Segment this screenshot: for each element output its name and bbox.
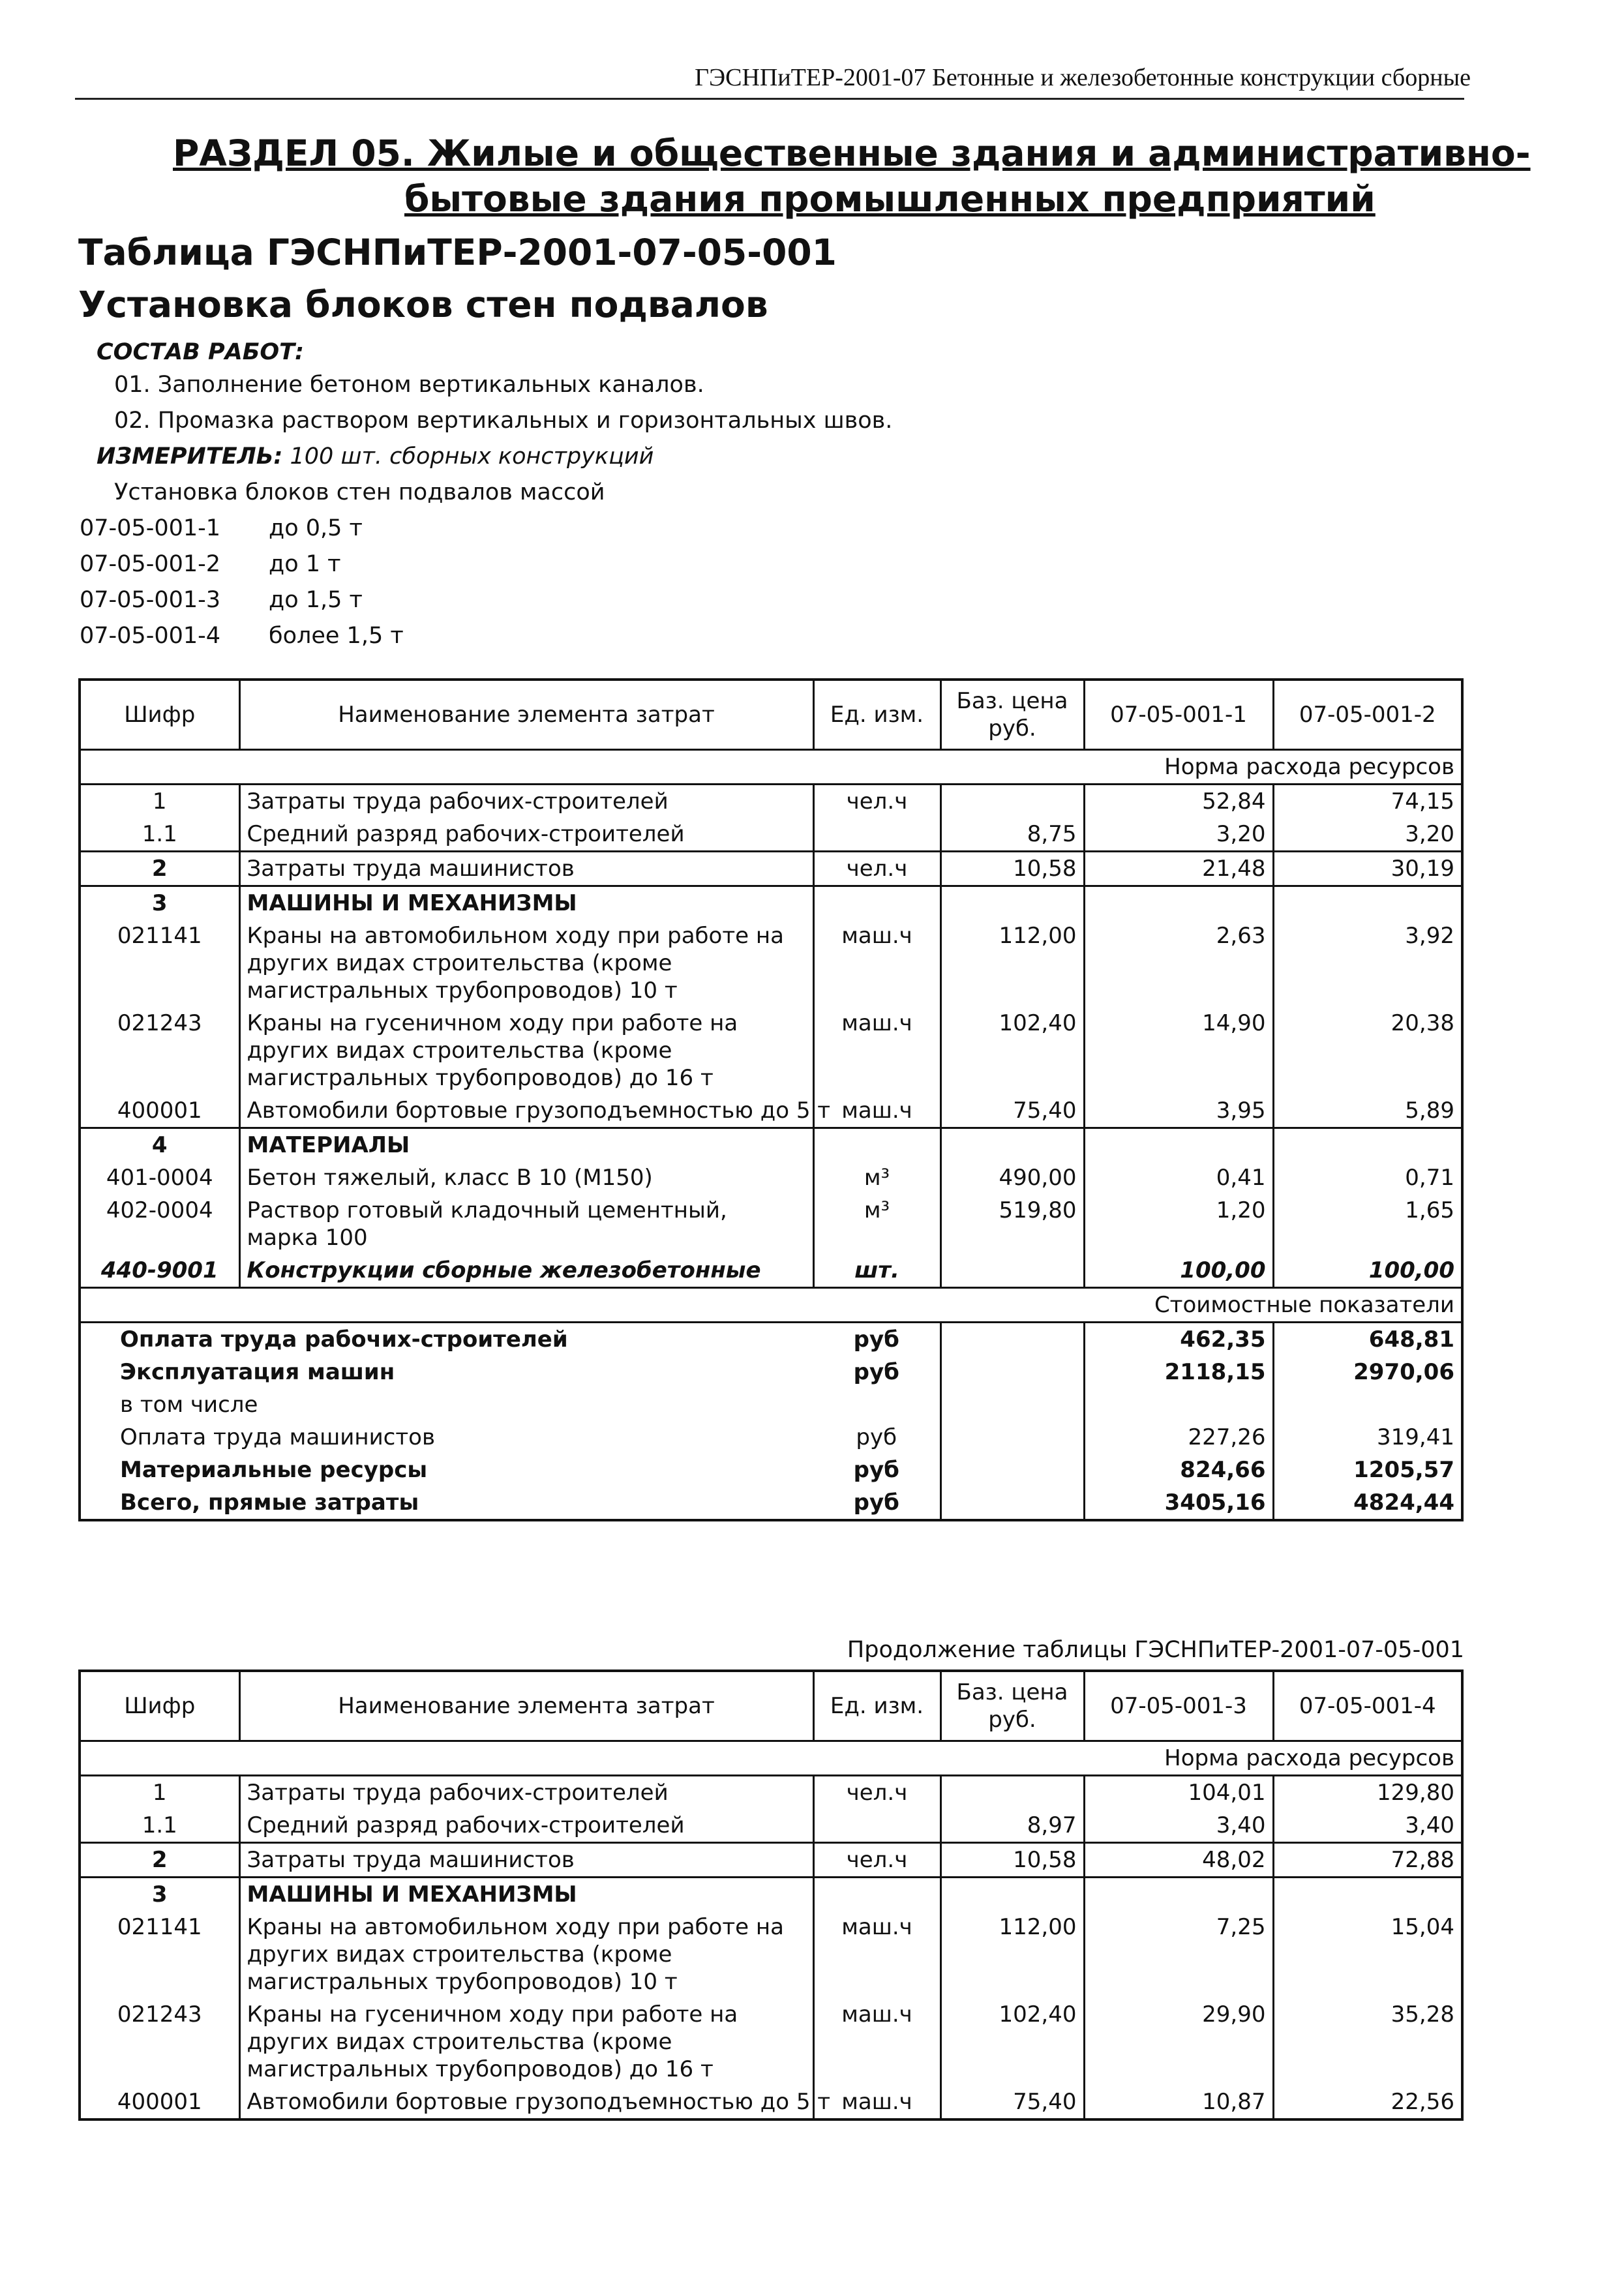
row-value-1: 100,00 [1084,1254,1273,1288]
row-code: 440-9001 [80,1254,239,1288]
row-value-1: 3,95 [1084,1094,1273,1128]
row-name: Затраты труда машинистов [239,1843,813,1878]
norm-caption-row [80,750,1462,785]
row-name: Бетон тяжелый, класс В 10 (М150) [239,1161,813,1194]
row-unit: м³ [813,1161,940,1194]
cost-value-2: 4824,44 [1273,1486,1462,1520]
row-name: Краны на гусеничном ходу при работе на других видах строительства (кроме магистральных трубопроводов) до 16 т [239,1998,813,2086]
row-unit: маш.ч [813,1007,940,1094]
cost-name: Всего, прямые затраты [120,1490,419,1516]
meter-value: 100 шт. сборных конструкций [290,443,654,470]
cost-caption: Стоимостные показатели [80,1288,1462,1323]
work-composition-label: СОСТАВ РАБОТ: [97,339,304,365]
row-price [940,785,1084,818]
row-unit: чел.ч [813,1843,940,1878]
row-code: 2 [80,1843,239,1878]
table-row [80,1843,1462,1878]
row-value-2: 0,71 [1273,1161,1462,1194]
row-value-1: 29,90 [1084,1998,1273,2086]
row-value-2: 3,92 [1273,920,1462,1007]
col-header-name: Наименование элемента затрат [239,1671,813,1741]
work-item: 02. Промазка раствором вертикальных и горизонтальных швов. [114,408,893,434]
col-header-unit: Ед. изм. [813,1671,940,1741]
row-code: 021141 [80,920,239,1007]
row-unit [813,1809,940,1843]
row-price: 112,00 [940,1911,1084,1998]
row-value-2: 35,28 [1273,1998,1462,2086]
cost-row [80,1323,1462,1356]
table-row [80,1128,1462,1162]
col-header-norm-4: 07-05-001-4 [1273,1671,1462,1741]
row-value-2: 3,40 [1273,1809,1462,1843]
row-value-1: 52,84 [1084,785,1273,818]
row-code: 021243 [80,1007,239,1094]
scope-text: Установка блоков стен подвалов массой [114,479,605,505]
cost-value-1: 227,26 [1084,1421,1273,1454]
row-price: 8,97 [940,1809,1084,1843]
running-header: ГЭСНПиТЕР-2001-07 Бетонные и железобетонные конструкции сборные [695,64,1471,91]
row-value-1: 3,40 [1084,1809,1273,1843]
cost-name: Материальные ресурсы [120,1457,428,1483]
row-name: Раствор готовый кладочный цементный, марка 100 [239,1194,813,1254]
row-value-2: 100,00 [1273,1254,1462,1288]
col-header-cipher: Шифр [80,680,239,750]
row-name: МАШИНЫ И МЕХАНИЗМЫ [239,886,813,920]
row-unit: маш.ч [813,1094,940,1128]
row-price [940,1254,1084,1288]
table-row [80,1254,1462,1288]
table-row [80,1809,1462,1843]
cost-name: Оплата труда рабочих-строителей [80,1323,813,1356]
row-price: 8,75 [940,818,1084,852]
table-row [80,852,1462,886]
norm-caption: Норма расхода ресурсов [80,750,1462,785]
row-unit: маш.ч [813,1998,940,2086]
cost-row [80,1486,1462,1520]
row-name: Средний разряд рабочих-строителей [239,1809,813,1843]
table-row [80,2086,1462,2119]
row-name: Краны на автомобильном ходу при работе на других видах строительства (кроме магистральных трубопроводов) 10 т [239,920,813,1007]
row-price: 112,00 [940,920,1084,1007]
row-name: Затраты труда рабочих-строителей [239,785,813,818]
row-name: Затраты труда рабочих-строителей [239,1776,813,1810]
cost-unit: руб [813,1323,940,1356]
code-item: 07-05-001-3 [80,587,221,613]
row-value-1: 0,41 [1084,1161,1273,1194]
row-code: 1.1 [80,1809,239,1843]
row-name: Автомобили бортовые грузоподъемностью до 5 т [239,1094,813,1128]
row-value-2: 20,38 [1273,1007,1462,1094]
norm-caption-row [80,1741,1462,1776]
row-code: 402-0004 [80,1194,239,1254]
code-item: 07-05-001-4 [80,623,221,649]
cost-value-2: 1205,57 [1273,1454,1462,1486]
col-header-norm-1: 07-05-001-1 [1084,680,1273,750]
col-header-norm-2: 07-05-001-2 [1273,680,1462,750]
table-row [80,1161,1462,1194]
code-item: 07-05-001-2 [80,551,221,577]
table-row [80,785,1462,818]
table-row [80,920,1462,1007]
row-value-2: 22,56 [1273,2086,1462,2119]
meter-label: ИЗМЕРИТЕЛЬ: [97,443,283,470]
row-value-2: 74,15 [1273,785,1462,818]
row-unit: маш.ч [813,1911,940,1998]
code-item: 07-05-001-1 [80,515,221,541]
row-name: МАТЕРИАЛЫ [239,1128,813,1162]
norm-caption: Норма расхода ресурсов [80,1741,1462,1776]
row-value-2: 15,04 [1273,1911,1462,1998]
row-value-1: 10,87 [1084,2086,1273,2119]
table-row [80,1998,1462,2086]
cost-name: в том числе [120,1392,258,1418]
header-rule [75,98,1464,100]
row-code: 021141 [80,1911,239,1998]
row-value-1: 1,20 [1084,1194,1273,1254]
row-value-2: 72,88 [1273,1843,1462,1878]
row-unit: маш.ч [813,2086,940,2119]
row-code: 3 [80,1878,239,1911]
cost-row [80,1356,1462,1388]
price-currency: руб. [988,715,1036,741]
row-price [940,1776,1084,1810]
row-code: 1 [80,1776,239,1810]
code-desc: до 1,5 т [269,587,363,613]
price-label: Баз. цена [956,688,1068,714]
col-header-unit: Ед. изм. [813,680,940,750]
table-row [80,1007,1462,1094]
cost-value-1: 462,35 [1084,1323,1273,1356]
row-value-2: 129,80 [1273,1776,1462,1810]
cost-caption-row [80,1288,1462,1323]
table-subtitle: Установка блоков стен подвалов [78,284,768,325]
table-row [80,1094,1462,1128]
row-value-1: 21,48 [1084,852,1273,886]
row-price: 102,40 [940,1007,1084,1094]
col-header-price [940,1671,1084,1741]
cost-row [80,1388,1462,1421]
cost-unit [813,1388,940,1421]
row-code: 3 [80,886,239,920]
row-value-1: 2,63 [1084,920,1273,1007]
row-unit: чел.ч [813,785,940,818]
row-name: Средний разряд рабочих-строителей [239,818,813,852]
cost-value-1: 3405,16 [1084,1486,1273,1520]
cost-value-2 [1273,1388,1462,1421]
table-header-row [80,1671,1462,1741]
col-header-price [940,680,1084,750]
code-desc: более 1,5 т [269,623,404,649]
meter-line [97,443,654,470]
section-title-line2: бытовые здания промышленных предприятий [404,178,1376,220]
cost-name: Оплата труда машинистов [120,1424,436,1450]
cost-unit: руб [853,1457,899,1483]
cost-row [80,1421,1462,1454]
row-name: Конструкции сборные железобетонные [239,1254,813,1288]
row-value-1: 104,01 [1084,1776,1273,1810]
cost-value-1: 824,66 [1084,1454,1273,1486]
row-value-1: 14,90 [1084,1007,1273,1094]
row-code: 400001 [80,2086,239,2119]
table-row [80,1194,1462,1254]
col-header-norm-3: 07-05-001-3 [1084,1671,1273,1741]
table-row [80,1878,1462,1911]
row-price: 10,58 [940,852,1084,886]
cost-value-1: 2118,15 [1084,1356,1273,1388]
row-code: 2 [80,852,239,886]
row-value-1: 3,20 [1084,818,1273,852]
cost-name: Эксплуатация машин [120,1359,395,1385]
row-code: 4 [80,1128,239,1162]
col-header-name: Наименование элемента затрат [239,680,813,750]
col-header-cipher: Шифр [80,1671,239,1741]
table-row [80,1776,1462,1810]
row-price: 519,80 [940,1194,1084,1254]
norms-table-2 [78,1670,1464,2121]
cost-value-2: 319,41 [1273,1421,1462,1454]
row-value-1: 48,02 [1084,1843,1273,1878]
section-title-line1: РАЗДЕЛ 05. Жилые и общественные здания и административно- [173,132,1531,174]
row-unit: маш.ч [813,920,940,1007]
row-value-2: 3,20 [1273,818,1462,852]
row-name: Краны на гусеничном ходу при работе на других видах строительства (кроме магистральных трубопроводов) до 16 т [239,1007,813,1094]
row-unit [813,818,940,852]
work-item: 01. Заполнение бетоном вертикальных каналов. [114,372,704,398]
cost-value-2: 648,81 [1273,1323,1462,1356]
continuation-caption: Продолжение таблицы ГЭСНПиТЕР-2001-07-05-001 [847,1637,1464,1663]
cost-value-1 [1084,1388,1273,1421]
row-value-1: 7,25 [1084,1911,1273,1998]
table-title: Таблица ГЭСНПиТЕР-2001-07-05-001 [78,232,837,273]
row-price: 75,40 [940,2086,1084,2119]
price-currency: руб. [988,1707,1036,1733]
cost-unit: руб [856,1424,897,1450]
row-code: 400001 [80,1094,239,1128]
row-price: 490,00 [940,1161,1084,1194]
row-value-2: 1,65 [1273,1194,1462,1254]
row-unit: м³ [813,1194,940,1254]
row-price: 102,40 [940,1998,1084,2086]
row-code: 1 [80,785,239,818]
row-unit: чел.ч [813,852,940,886]
price-label: Баз. цена [956,1679,1068,1705]
cost-row [80,1454,1462,1486]
row-name: Затраты труда машинистов [239,852,813,886]
row-unit: чел.ч [813,1776,940,1810]
code-desc: до 0,5 т [269,515,363,541]
norms-table-1 [78,678,1464,1521]
row-name: Краны на автомобильном ходу при работе на других видах строительства (кроме магистральных трубопроводов) 10 т [239,1911,813,1998]
cost-unit: руб [853,1490,899,1516]
row-value-2: 30,19 [1273,852,1462,886]
cost-value-2: 2970,06 [1273,1356,1462,1388]
row-code: 021243 [80,1998,239,2086]
row-code: 401-0004 [80,1161,239,1194]
row-name: Автомобили бортовые грузоподъемностью до 5 т [239,2086,813,2119]
row-unit: шт. [813,1254,940,1288]
table-header-row [80,680,1462,750]
row-price: 10,58 [940,1843,1084,1878]
table-row [80,886,1462,920]
table-row [80,818,1462,852]
row-name: МАШИНЫ И МЕХАНИЗМЫ [239,1878,813,1911]
code-desc: до 1 т [269,551,341,577]
row-price: 75,40 [940,1094,1084,1128]
cost-unit: руб [853,1359,899,1385]
table-row [80,1911,1462,1998]
row-value-2: 5,89 [1273,1094,1462,1128]
row-code: 1.1 [80,818,239,852]
